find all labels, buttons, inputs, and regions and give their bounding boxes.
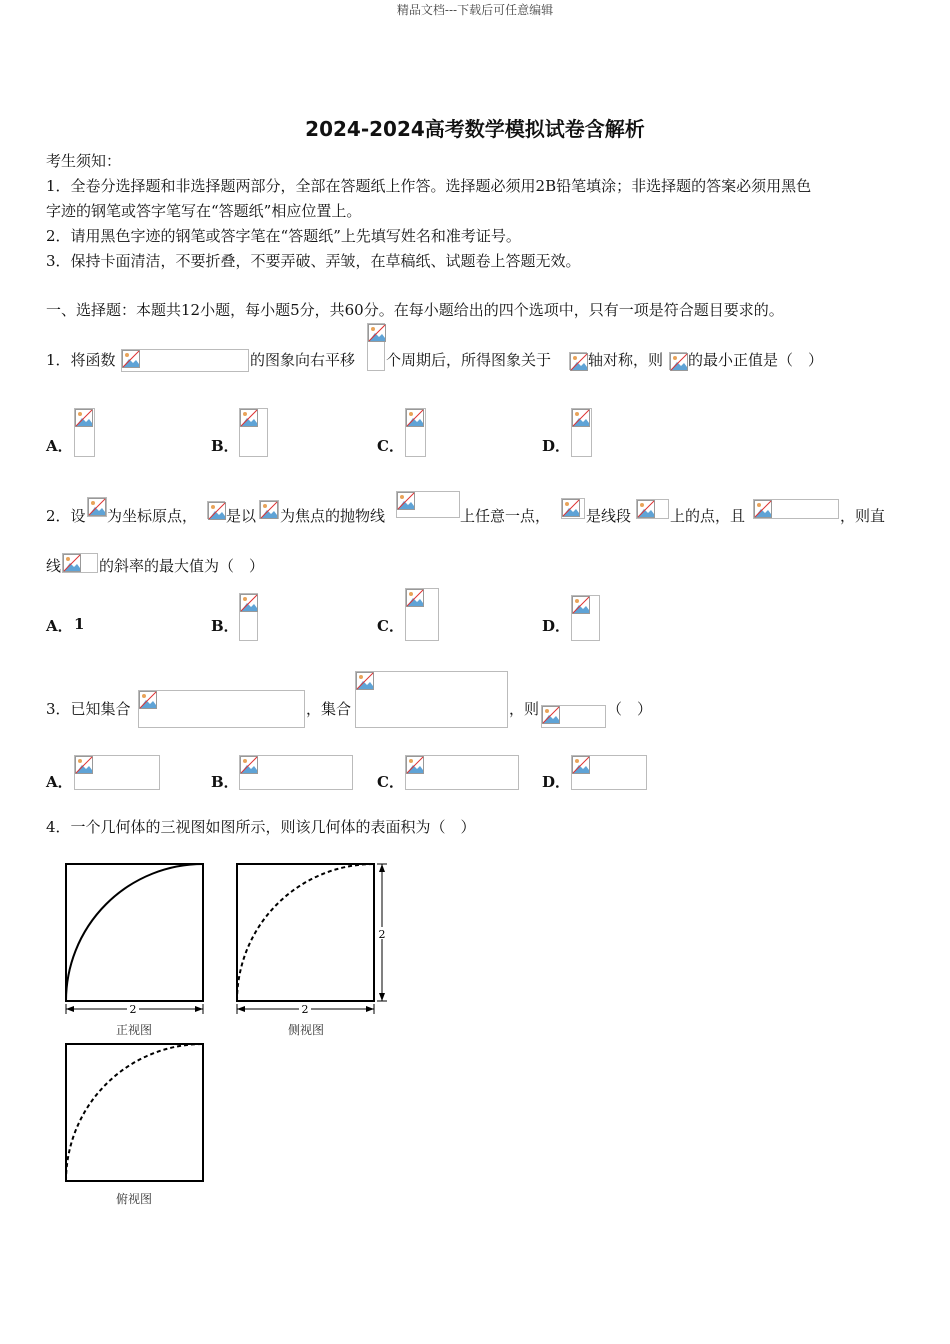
side-height-label: 2 <box>378 928 386 941</box>
formula-image-placeholder <box>669 352 687 370</box>
q2-text-6: 是线段 <box>586 507 632 525</box>
q1-option-b-label: B． <box>211 437 239 455</box>
page-header: 精品文档---下载后可任意编辑 <box>396 3 554 17</box>
broken-image-icon <box>406 409 424 427</box>
broken-image-icon <box>356 672 374 690</box>
q3-text-1: 3．已知集合 <box>46 700 131 718</box>
broken-image-icon <box>572 409 590 427</box>
formula-image-placeholder <box>753 499 839 519</box>
side-width-label: 2 <box>301 1003 309 1016</box>
notice-item-1: 1．全卷分选择题和非选择题两部分，全部在答题纸上作答。选择题必须用2B铅笔填涂；非选择题的答案必须用黑色 <box>46 177 812 195</box>
formula-image-placeholder <box>259 500 279 519</box>
q2-text-10: 的斜率的最大值为（ ） <box>99 557 265 575</box>
front-view-caption: 正视图 <box>115 1023 153 1037</box>
broken-image-icon <box>75 409 93 427</box>
q2-option-a-label: A． <box>46 617 73 635</box>
broken-image-icon <box>208 502 226 520</box>
formula-image-placeholder <box>571 755 647 790</box>
formula-image-placeholder <box>571 595 600 641</box>
formula-image-placeholder <box>207 501 225 519</box>
formula-image-placeholder <box>571 408 592 457</box>
q2-text-4: 为焦点的抛物线 <box>280 507 386 525</box>
broken-image-icon <box>368 324 386 342</box>
formula-image-placeholder <box>87 497 107 517</box>
broken-image-icon <box>570 353 588 371</box>
q3-option-b-label: B． <box>211 773 239 791</box>
q2-option-a-value: 1 <box>74 615 85 633</box>
formula-image-placeholder <box>62 553 98 573</box>
broken-image-icon <box>572 756 590 774</box>
formula-image-placeholder <box>138 690 305 728</box>
q2-text-2: 为坐标原点， <box>107 507 198 525</box>
formula-image-placeholder <box>405 588 439 641</box>
formula-image-placeholder <box>405 755 519 790</box>
formula-image-placeholder <box>74 755 160 790</box>
q2-text-1: 2．设 <box>46 507 86 525</box>
broken-image-icon <box>397 492 415 510</box>
q1-text-5: 的最小正值是（ ） <box>688 351 824 369</box>
section-heading: 一、选择题：本题共12小题，每小题5分，共60分。在每小题给出的四个选项中，只有一项是符合题目要求的。 <box>46 301 784 319</box>
front-view <box>66 864 203 1037</box>
q2-text-5: 上任意一点， <box>460 507 551 525</box>
q1-text-4: 轴对称，则 <box>588 351 664 369</box>
broken-image-icon <box>75 756 93 774</box>
formula-image-placeholder <box>355 671 508 728</box>
front-width-label: 2 <box>129 1003 137 1016</box>
formula-image-placeholder <box>367 323 385 371</box>
top-view <box>66 1044 203 1206</box>
notice-item-3: 3．保持卡面清洁，不要折叠，不要弄破、弄皱，在草稿纸、试题卷上答题无效。 <box>46 252 581 270</box>
broken-image-icon <box>122 350 140 368</box>
formula-image-placeholder <box>541 705 606 728</box>
q2-option-d-label: D． <box>542 617 571 635</box>
broken-image-icon <box>406 756 424 774</box>
broken-image-icon <box>542 706 560 724</box>
broken-image-icon <box>562 499 580 517</box>
broken-image-icon <box>88 498 106 516</box>
q3-option-a-label: A． <box>46 773 73 791</box>
broken-image-icon <box>637 500 655 518</box>
q1-option-d-label: D． <box>542 437 571 455</box>
q1-text-2: 的图象向右平移 <box>250 351 356 369</box>
q3-option-c-label: C． <box>377 773 404 791</box>
formula-image-placeholder <box>405 408 426 457</box>
broken-image-icon <box>572 596 590 614</box>
q3-option-d-label: D． <box>542 773 571 791</box>
formula-image-placeholder <box>569 352 587 370</box>
broken-image-icon <box>240 594 258 612</box>
broken-image-icon <box>139 691 157 709</box>
broken-image-icon <box>260 501 278 519</box>
q1-option-a-label: A． <box>46 437 73 455</box>
q1-text-1: 1．将函数 <box>46 351 116 369</box>
q3-text-2: ，集合 <box>306 700 352 718</box>
formula-image-placeholder <box>74 408 95 457</box>
broken-image-icon <box>240 756 258 774</box>
formula-image-placeholder <box>121 349 249 372</box>
broken-image-icon <box>670 353 688 371</box>
q4-text: 4．一个几何体的三视图如图所示，则该几何体的表面积为（ ） <box>46 818 476 836</box>
q2-text-3: 是以 <box>226 507 257 525</box>
q1-option-c-label: C． <box>377 437 404 455</box>
broken-image-icon <box>63 554 81 572</box>
q2-text-9: 线 <box>46 557 62 575</box>
formula-image-placeholder <box>239 593 258 641</box>
formula-image-placeholder <box>239 755 353 790</box>
q2-option-b-label: B． <box>211 617 239 635</box>
broken-image-icon <box>240 409 258 427</box>
formula-image-placeholder <box>239 408 268 457</box>
q1-text-3: 个周期后，所得图象关于 <box>386 351 552 369</box>
notice-heading: 考生须知： <box>46 152 122 170</box>
formula-image-placeholder <box>396 491 460 518</box>
q3-text-4: （ ） <box>607 700 653 718</box>
top-view-caption: 俯视图 <box>115 1192 153 1206</box>
notice-item-2: 2．请用黑色字迹的钢笔或答字笔在“答题纸”上先填写姓名和准考证号。 <box>46 227 521 245</box>
q3-text-3: ，则 <box>509 700 540 718</box>
q2-text-7: 上的点，且 <box>670 507 746 525</box>
side-view <box>237 864 388 1037</box>
broken-image-icon <box>406 589 424 607</box>
q2-text-8: ，则直 <box>840 507 886 525</box>
formula-image-placeholder <box>636 499 669 519</box>
q2-option-c-label: C． <box>377 617 404 635</box>
page-title: 2024-2024高考数学模拟试卷含解析 <box>305 117 645 141</box>
broken-image-icon <box>754 500 772 518</box>
three-view-figure <box>0 850 420 1220</box>
formula-image-placeholder <box>561 498 585 519</box>
side-view-caption: 侧视图 <box>287 1023 325 1037</box>
notice-item-1b: 字迹的钢笔或答字笔写在“答题纸”相应位置上。 <box>46 202 362 220</box>
